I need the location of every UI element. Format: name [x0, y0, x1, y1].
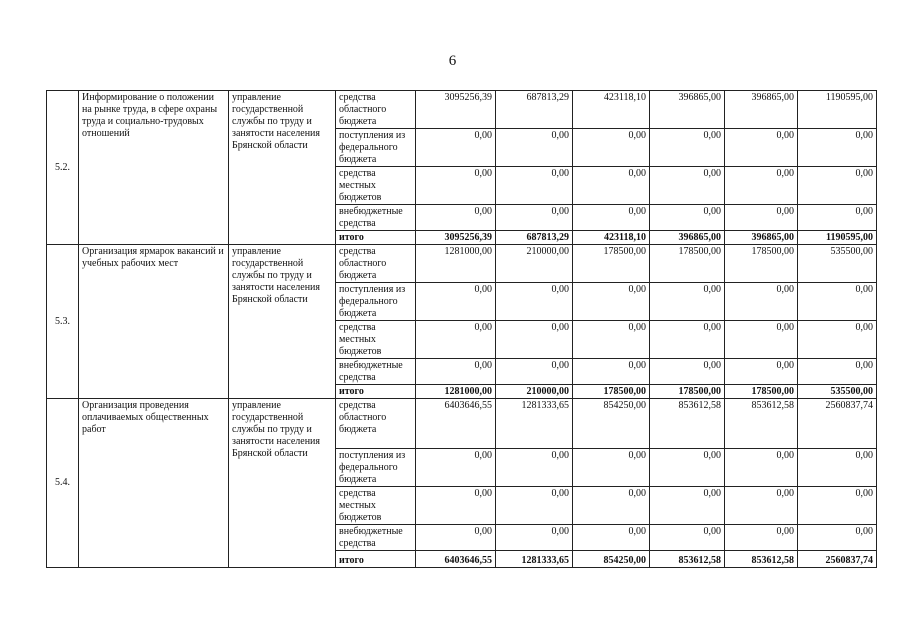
amount-cell: 0,00	[496, 205, 573, 231]
amount-cell: 2560837,74	[798, 399, 877, 449]
amount-cell: 0,00	[416, 525, 496, 551]
amount-cell: 0,00	[496, 283, 573, 321]
activity-name: Организация проведения оплачиваемых общественных работ	[79, 399, 229, 568]
amount-cell: 0,00	[416, 359, 496, 385]
amount-cell: 396865,00	[725, 91, 798, 129]
funding-source: средства областного бюджета	[336, 399, 416, 449]
amount-cell: 535500,00	[798, 385, 877, 399]
amount-cell: 0,00	[650, 167, 725, 205]
amount-cell: 0,00	[725, 167, 798, 205]
amount-cell: 396865,00	[725, 231, 798, 245]
amount-cell: 0,00	[573, 321, 650, 359]
amount-cell: 0,00	[650, 283, 725, 321]
amount-cell: 0,00	[650, 321, 725, 359]
section-number: 5.3.	[47, 245, 79, 399]
amount-cell: 0,00	[573, 449, 650, 487]
funding-source: внебюджетные средства	[336, 205, 416, 231]
amount-cell: 178500,00	[573, 245, 650, 283]
amount-cell: 0,00	[725, 129, 798, 167]
amount-cell: 535500,00	[798, 245, 877, 283]
amount-cell: 0,00	[650, 525, 725, 551]
amount-cell: 0,00	[496, 129, 573, 167]
amount-cell: 0,00	[496, 359, 573, 385]
amount-cell: 0,00	[573, 359, 650, 385]
amount-cell: 0,00	[496, 167, 573, 205]
amount-cell: 1281000,00	[416, 385, 496, 399]
funding-source: средства областного бюджета	[336, 245, 416, 283]
executor-name: управление государственной службы по труду и занятости населения Брянской области	[229, 91, 336, 245]
amount-cell: 1281333,65	[496, 399, 573, 449]
amount-cell: 3095256,39	[416, 231, 496, 245]
amount-cell: 0,00	[496, 321, 573, 359]
amount-cell: 0,00	[416, 129, 496, 167]
amount-cell: 0,00	[496, 487, 573, 525]
amount-cell: 210000,00	[496, 245, 573, 283]
amount-cell: 396865,00	[650, 91, 725, 129]
funding-source: средства местных бюджетов	[336, 321, 416, 359]
amount-cell: 178500,00	[725, 245, 798, 283]
amount-cell: 0,00	[798, 449, 877, 487]
amount-cell: 0,00	[798, 167, 877, 205]
amount-cell: 6403646,55	[416, 551, 496, 568]
amount-cell: 0,00	[573, 487, 650, 525]
amount-cell: 0,00	[798, 205, 877, 231]
amount-cell: 423118,10	[573, 231, 650, 245]
amount-cell: 0,00	[725, 359, 798, 385]
table-row	[47, 91, 877, 129]
amount-cell: 854250,00	[573, 399, 650, 449]
amount-cell: 0,00	[650, 487, 725, 525]
funding-source: итого	[336, 231, 416, 245]
funding-source: поступления из федерального бюджета	[336, 129, 416, 167]
amount-cell: 178500,00	[650, 385, 725, 399]
amount-cell: 0,00	[725, 321, 798, 359]
amount-cell: 853612,58	[725, 399, 798, 449]
table-row	[47, 399, 877, 449]
amount-cell: 853612,58	[650, 551, 725, 568]
amount-cell: 0,00	[798, 487, 877, 525]
amount-cell: 0,00	[496, 449, 573, 487]
amount-cell: 0,00	[725, 525, 798, 551]
funding-source: средства местных бюджетов	[336, 487, 416, 525]
amount-cell: 0,00	[650, 359, 725, 385]
section-number: 5.2.	[47, 91, 79, 245]
amount-cell: 423118,10	[573, 91, 650, 129]
amount-cell: 0,00	[416, 487, 496, 525]
amount-cell: 6403646,55	[416, 399, 496, 449]
funding-source: внебюджетные средства	[336, 359, 416, 385]
amount-cell: 178500,00	[725, 385, 798, 399]
funding-source: поступления из федерального бюджета	[336, 449, 416, 487]
amount-cell: 396865,00	[650, 231, 725, 245]
amount-cell: 1190595,00	[798, 91, 877, 129]
funding-source: итого	[336, 551, 416, 568]
executor-name: управление государственной службы по труду и занятости населения Брянской области	[229, 245, 336, 399]
amount-cell: 853612,58	[725, 551, 798, 568]
funding-source: внебюджетные средства	[336, 525, 416, 551]
amount-cell: 0,00	[416, 205, 496, 231]
amount-cell: 0,00	[573, 167, 650, 205]
amount-cell: 0,00	[725, 487, 798, 525]
amount-cell: 0,00	[573, 525, 650, 551]
amount-cell: 1281000,00	[416, 245, 496, 283]
activity-name: Информирование о положении на рынке труда, в сфере охраны труда и социально-трудовых отношений	[79, 91, 229, 245]
funding-source: поступления из федерального бюджета	[336, 283, 416, 321]
activity-name: Организация ярмарок вакансий и учебных рабочих мест	[79, 245, 229, 399]
amount-cell: 0,00	[416, 321, 496, 359]
amount-cell: 0,00	[798, 359, 877, 385]
amount-cell: 0,00	[798, 525, 877, 551]
amount-cell: 0,00	[650, 205, 725, 231]
amount-cell: 0,00	[798, 321, 877, 359]
amount-cell: 0,00	[416, 449, 496, 487]
amount-cell: 0,00	[725, 205, 798, 231]
section-number: 5.4.	[47, 399, 79, 568]
amount-cell: 1190595,00	[798, 231, 877, 245]
funding-source: итого	[336, 385, 416, 399]
amount-cell: 0,00	[650, 129, 725, 167]
budget-table	[46, 90, 877, 568]
amount-cell: 0,00	[573, 129, 650, 167]
amount-cell: 178500,00	[573, 385, 650, 399]
table-row	[47, 245, 877, 283]
executor-name: управление государственной службы по труду и занятости населения Брянской области	[229, 399, 336, 568]
amount-cell: 2560837,74	[798, 551, 877, 568]
amount-cell: 0,00	[798, 283, 877, 321]
amount-cell: 0,00	[725, 449, 798, 487]
amount-cell: 210000,00	[496, 385, 573, 399]
amount-cell: 0,00	[416, 283, 496, 321]
amount-cell: 687813,29	[496, 91, 573, 129]
amount-cell: 178500,00	[650, 245, 725, 283]
amount-cell: 687813,29	[496, 231, 573, 245]
amount-cell: 3095256,39	[416, 91, 496, 129]
amount-cell: 0,00	[416, 167, 496, 205]
funding-source: средства областного бюджета	[336, 91, 416, 129]
amount-cell: 1281333,65	[496, 551, 573, 568]
page-number: 6	[448, 53, 457, 69]
amount-cell: 0,00	[650, 449, 725, 487]
funding-source: средства местных бюджетов	[336, 167, 416, 205]
amount-cell: 0,00	[573, 283, 650, 321]
amount-cell: 0,00	[573, 205, 650, 231]
amount-cell: 854250,00	[573, 551, 650, 568]
amount-cell: 0,00	[798, 129, 877, 167]
amount-cell: 853612,58	[650, 399, 725, 449]
amount-cell: 0,00	[496, 525, 573, 551]
amount-cell: 0,00	[725, 283, 798, 321]
